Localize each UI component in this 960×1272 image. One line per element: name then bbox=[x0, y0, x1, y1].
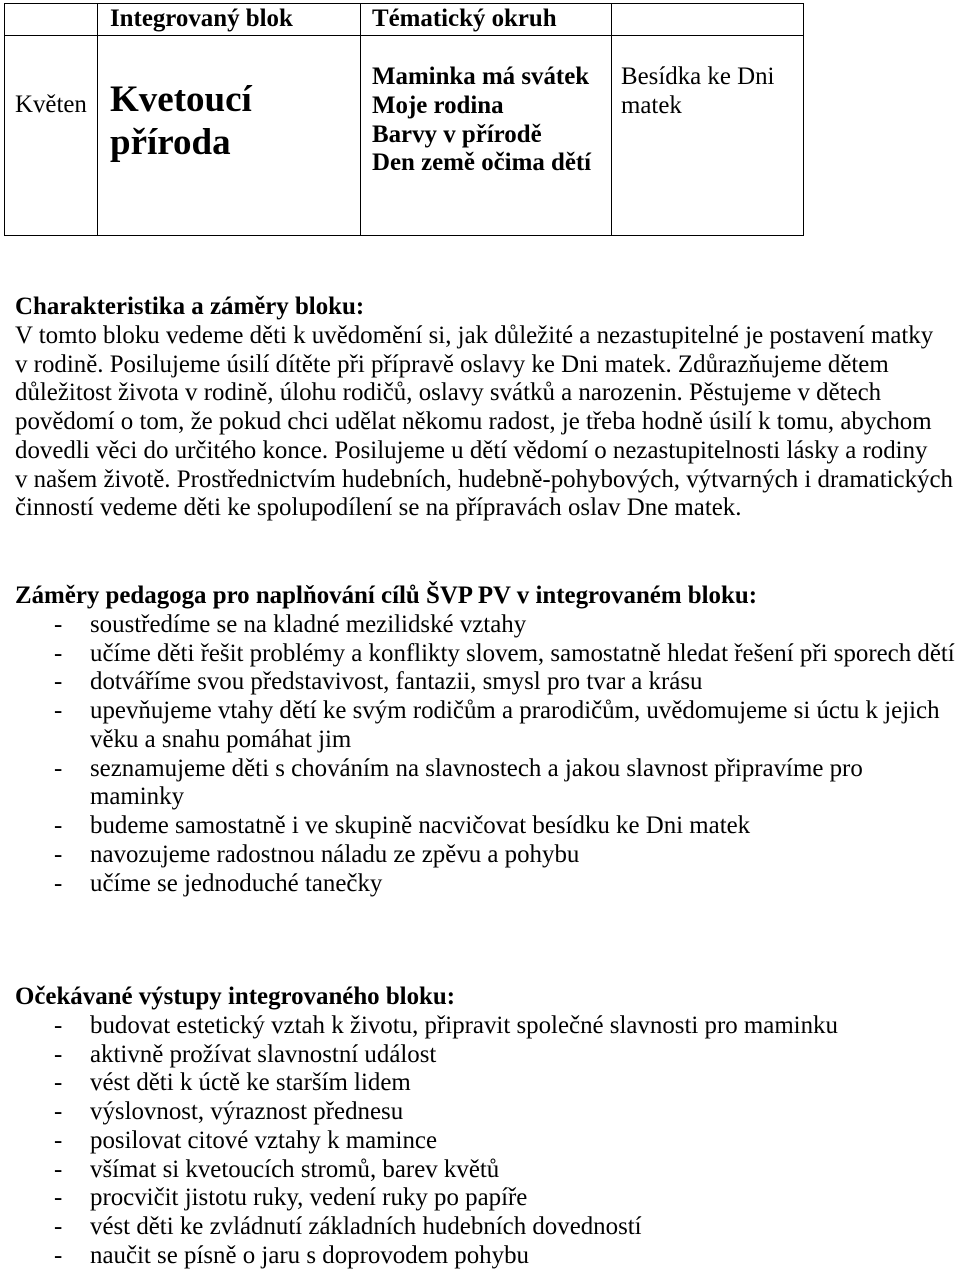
list-dash: - bbox=[54, 1241, 63, 1269]
list-dash: - bbox=[54, 869, 63, 897]
list-item bbox=[15, 1012, 960, 1041]
list-item bbox=[15, 1041, 960, 1070]
list-dash: - bbox=[54, 812, 63, 839]
list-dash: - bbox=[54, 1126, 63, 1154]
list-item-text: procvičit jistotu ruky, vedení ruky po papíře bbox=[90, 1184, 528, 1212]
list-item-text: upevňujeme vtahy dětí ke svým rodičům a prarodičům, uvědomujeme si úctu k jejich věku a snahu pomáhat jim bbox=[90, 697, 940, 753]
list-dash: - bbox=[54, 1155, 63, 1183]
characteristics-heading: Charakteristika a záměry bloku: bbox=[15, 293, 365, 320]
list-item-text: budovat estetický vztah k životu, připravit společné slavnosti pro maminku bbox=[90, 1011, 838, 1039]
topic-item: Den země očima dětí bbox=[372, 149, 592, 177]
list-item bbox=[15, 1184, 960, 1213]
month-label: Květen bbox=[15, 91, 87, 118]
list-item-text: dotváříme svou představivost, fantazii, smysl pro tvar a krásu bbox=[90, 668, 703, 696]
topic-item: Barvy v přírodě bbox=[372, 120, 542, 148]
teacher-goals-heading: Záměry pedagoga pro naplňování cílů ŠVP PV v integrovaném bloku: bbox=[15, 582, 757, 609]
block-title: Kvetoucí příroda bbox=[110, 79, 252, 163]
list-item-text: vést děti k úctě ke starším lidem bbox=[90, 1069, 411, 1097]
topic-item: Maminka má svátek bbox=[372, 63, 590, 90]
list-item bbox=[15, 1098, 960, 1127]
list-item bbox=[15, 697, 960, 755]
list-item bbox=[15, 1156, 960, 1185]
list-item bbox=[15, 611, 960, 640]
list-dash: - bbox=[54, 1069, 63, 1097]
list-item-text: seznamujeme děti s chováním na slavnostech a jakou slavnost připravíme pro maminky bbox=[90, 754, 863, 811]
header-cell-block: Integrovaný blok bbox=[98, 4, 361, 36]
characteristics-paragraph: V tomto bloku vedeme děti k uvědomění si, jak důležité a nezastupitelné je postavení matky v rodině. Posilujeme úsilí dítěte při přípravě oslavy ke Dni matek. Zdůrazňujeme dětem důležitost života v rodině, úlohu rodičů, oslavy svátků a narozenin. Pěstujeme v dětech povědomí o tom, že pokud chci udělat někomu radost, je třeba hodně úsilí k tomu, abychom dovedli věci do určitého konce. Posilujeme u dětí vědomí o nezastupitelnosti lásky a rodiny v našem životě. Prostřednictvím hudebních, hudebně-pohybových, výtvarných i dramatických činností vedeme děti ke spolupodílení se na přípravách oslav Dne matek. bbox=[15, 321, 953, 522]
list-item-text: budeme samostatně i ve skupině nacvičovat besídku ke Dni matek bbox=[90, 812, 751, 839]
list-item-text: navozujeme radostnou náladu ze zpěvu a pohybu bbox=[90, 840, 580, 868]
list-item bbox=[15, 640, 960, 669]
list-item bbox=[15, 1242, 960, 1271]
header-cell-topic: Tématický okruh bbox=[361, 4, 612, 36]
list-item-text: naučit se písně o jaru s doprovodem pohybu bbox=[90, 1241, 529, 1269]
list-item-text: posilovat citové vztahy k mamince bbox=[90, 1126, 437, 1154]
list-dash: - bbox=[54, 1213, 63, 1240]
header-cell-empty-event bbox=[612, 4, 804, 36]
list-item-text: vést děti ke zvládnutí základních hudebních dovedností bbox=[90, 1213, 642, 1240]
list-dash: - bbox=[54, 1184, 63, 1212]
header-cell-empty-month bbox=[5, 4, 98, 36]
teacher-goals-section bbox=[15, 582, 960, 898]
list-item-text: učíme děti řešit problémy a konflikty slovem, samostatně hledat řešení při sporech dětí bbox=[90, 639, 955, 667]
list-item bbox=[15, 812, 960, 841]
list-item-text: aktivně prožívat slavnostní událost bbox=[90, 1040, 437, 1068]
list-item bbox=[15, 668, 960, 697]
topic-item: Moje rodina bbox=[372, 91, 504, 119]
teacher-goals-list bbox=[15, 611, 960, 899]
list-dash: - bbox=[54, 668, 63, 696]
plan-table bbox=[4, 3, 804, 236]
list-dash: - bbox=[54, 1098, 63, 1125]
topics-cell bbox=[361, 36, 612, 236]
expected-outcomes-list bbox=[15, 1012, 960, 1271]
list-dash: - bbox=[54, 610, 63, 638]
list-dash: - bbox=[54, 754, 63, 782]
list-dash: - bbox=[54, 639, 63, 667]
characteristics-section bbox=[15, 293, 960, 523]
expected-outcomes-section bbox=[15, 983, 960, 1271]
event-cell bbox=[612, 36, 804, 236]
list-item bbox=[15, 755, 960, 813]
event-label: Besídka ke Dni matek bbox=[621, 63, 775, 119]
list-item bbox=[15, 1127, 960, 1156]
list-item-text: všímat si kvetoucích stromů, barev květů bbox=[90, 1155, 500, 1183]
expected-outcomes-heading: Očekávané výstupy integrovaného bloku: bbox=[15, 983, 456, 1010]
list-item bbox=[15, 1213, 960, 1242]
list-dash: - bbox=[54, 697, 63, 724]
list-item bbox=[15, 870, 960, 899]
list-dash: - bbox=[54, 1011, 63, 1039]
list-item-text: soustředíme se na kladné mezilidské vztahy bbox=[90, 610, 527, 638]
list-item-text: výslovnost, výraznost přednesu bbox=[90, 1098, 404, 1125]
list-dash: - bbox=[54, 1040, 63, 1068]
month-cell bbox=[5, 36, 98, 236]
list-item bbox=[15, 1069, 960, 1098]
list-item bbox=[15, 841, 960, 870]
list-dash: - bbox=[54, 840, 63, 868]
block-cell bbox=[98, 36, 361, 236]
list-item-text: učíme se jednoduché tanečky bbox=[90, 869, 383, 897]
